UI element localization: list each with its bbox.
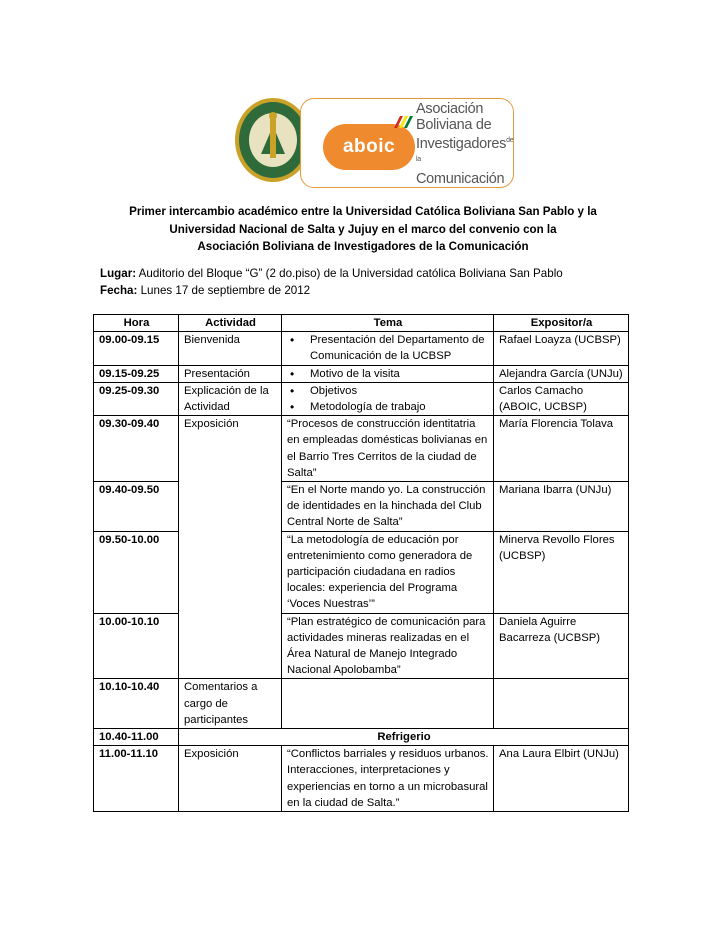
table-row: 11.00-11.10 Exposición “Conflictos barriales y residuos urbanos. Interacciones, interpretaciones y experiencias en torno a un microbasural en la ciudad de Salta.” Ana Laura Elbirt (UNJu) (94, 746, 629, 812)
event-date: Fecha: Lunes 17 de septiembre de 2012 (100, 284, 311, 297)
title-line: Primer intercambio académico entre la Universidad Católica Boliviana San Pablo y la (129, 205, 597, 218)
bullet-item: • Metodología de trabajo (287, 399, 489, 415)
table-header-row (94, 315, 629, 332)
header-expositor: Expositor/a (494, 315, 629, 332)
bullet-item: • Motivo de la visita (287, 366, 489, 382)
table-row: 09.50-10.00 “La metodología de educación por entretenimiento como generadora de participación ciudadana en radios locales: experiencia del Programa ‘Voces Nuestras’” Minerva Revollo Flores (UCBSP) (94, 531, 629, 613)
title-line: Asociación Boliviana de Investigadores de la Comunicación (197, 240, 529, 253)
refrigerio-cell: Refrigerio (179, 729, 629, 746)
event-location: Lugar: Auditorio del Bloque “G” (2 do.piso) de la Universidad católica Boliviana San Pablo (100, 267, 563, 280)
aboic-full-name: Asociación Boliviana de Investigadores$^{de la}$ Comunicación (416, 101, 514, 187)
table-row: 09.15-09.25 Presentación • Motivo de la visita Alejandra García (UNJu) (94, 365, 629, 382)
bullet-item: • Objetivos (287, 383, 489, 399)
table-row: 10.00-10.10 “Plan estratégico de comunicación para actividades mineras realizadas en el Área Natural de Manejo Integrado Nacional Apolobamba” Daniela Aguirre Bacarreza (UCBSP) (94, 613, 629, 679)
table-row: 10.10-10.40 Comentarios a cargo de participantes (94, 679, 629, 729)
header-tema: Tema (282, 315, 494, 332)
bullet-item: • Presentación del Departamento de Comunicación de la UCBSP (287, 332, 489, 364)
table-row: 09.40-09.50 “En el Norte mando yo. La construcción de identidades en la hinchada del Club Central Norte de Salta” Mariana Ibarra (UNJu) (94, 482, 629, 532)
table-row: 09.25-09.30 Explicación de la Actividad • Objetivos • Metodología de trabajo Carlos Camacho (ABOIC, UCBSP) (94, 382, 629, 415)
document-title (110, 203, 616, 256)
table-row: 09.30-09.40 Exposición “Procesos de construcción identitatria en empleadas domésticas bolivianas en el Barrio Tres Cerritos de la ciudad de Salta” María Florencia Tolava (94, 416, 629, 482)
header-actividad: Actividad (179, 315, 282, 332)
title-line: Universidad Nacional de Salta y Jujuy en el marco del convenio con la (169, 222, 557, 236)
schedule-table (93, 314, 629, 812)
header-hora: Hora (94, 315, 179, 332)
aboic-wordmark: aboic (323, 124, 415, 170)
table-row: 09.00-09.15 Bienvenida • Presentación del Departamento de Comunicación de la UCBSP Rafael Loayza (UCBSP) (94, 332, 629, 365)
header-logos (225, 86, 515, 194)
table-row: 10.40-11.00 Refrigerio (94, 729, 629, 746)
bolivia-flag-icon (392, 114, 414, 128)
